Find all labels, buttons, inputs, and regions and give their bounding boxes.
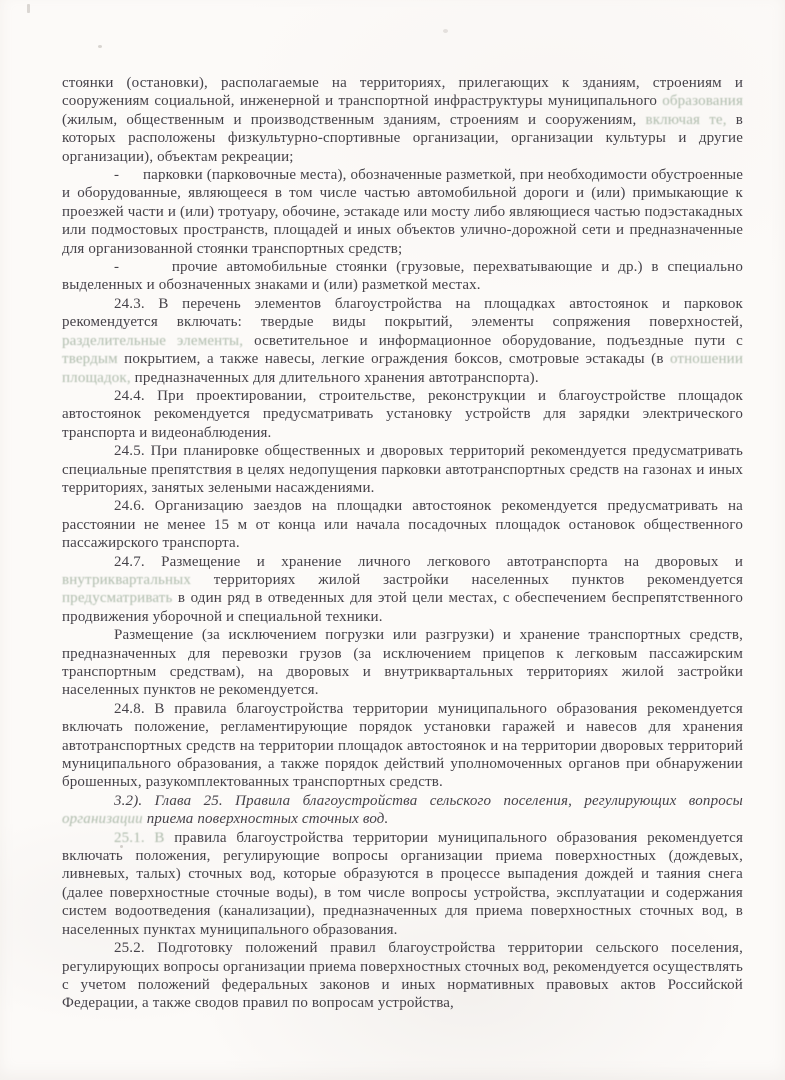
faded-text-segment: образования bbox=[662, 93, 743, 110]
faded-text-segment: предусматривать bbox=[62, 590, 173, 607]
paragraph bbox=[62, 829, 743, 939]
faded-text-segment: организации bbox=[62, 811, 143, 828]
paragraph bbox=[62, 258, 743, 295]
text-segment: 24.6. Организацию заездов на площадки автостоянок рекомендуется предусматривать на расстоянии не менее 15 м от конца или начала посадочных площадок остановок общественного пассажирского транспорта. bbox=[62, 498, 743, 552]
text-segment: (жилым, общественным и производственным зданиям, строениям и сооружениям, bbox=[62, 111, 646, 128]
text-segment: 24.8. В правила благоустройства территории муниципального образования рекомендуется включать положение, регламентирующие порядок установки гаражей и навесов для хранения автотранспортных средств на территории площадок автостоянок и на территории дворовых территорий муниципального образования, а также порядок действий уполномоченных органов при обнаружении брошенных, разукомплектованных транспортных средств. bbox=[62, 700, 743, 791]
paragraph bbox=[62, 626, 743, 700]
text-segment: 25.2. Подготовку положений правил благоустройства территории сельского поселения, регулирующих вопросы организации приема поверхностных сточных вод, рекомендуется осуществлять с учетом положений федеральных законов и иных нормативных правовых актов Российской Федерации, а также сводов правил по вопросам устройства, bbox=[62, 940, 743, 1012]
text-segment: 24.7. Размещение и хранение личного легкового автотранспорта на дворовых и bbox=[114, 553, 743, 570]
text-segment: предназначенных для длительного хранения автотранспорта). bbox=[130, 369, 539, 386]
paragraph bbox=[62, 74, 743, 166]
paragraph bbox=[62, 553, 743, 627]
text-segment: - парковки (парковочные места), обозначенные разметкой, при необходимости обустроенные и оборудованные, являющееся в том числе частью автомобильной дороги и (или) примыкающие к проезжей части и (или) тротуару, обочине, эстакаде или мосту либо являющиеся частью подэстакадных или подмостовых пространств, площадей и иных объектов улично-дорожной сети и предназначенные для организованной стоянки транспортных средств; bbox=[62, 167, 743, 257]
text-segment: 24.5. При планировке общественных и дворовых территорий рекомендуется предусматривать специальные препятствия в целях недопущения парковки автотранспортных средств на газонах и иных территориях, занятых зелеными насаждениями. bbox=[62, 443, 743, 496]
faded-text-segment: разделительные элементы, bbox=[62, 332, 244, 349]
faded-text-segment: внутриквартальных bbox=[62, 571, 192, 588]
paragraph bbox=[62, 792, 743, 829]
scan-speck bbox=[98, 45, 102, 48]
text-segment: правила благоустройства территории муниципального образования рекомендуется включать положения, регулирующие вопросы организации приема поверхностных (дождевых, ливневых, талых) сточных вод, которые образуются в процессе выпадения дождей и таяния снега (далее поверхностные сточные воды), в том числе вопросы устройства, эксплуатации и содержания систем водоотведения (канализации), предназначенных для приема поверхностных сточных вод, в населенных пунктах муниципального образования. bbox=[62, 829, 743, 938]
faded-text-segment: включая те, bbox=[645, 111, 727, 128]
text-segment: покрытием, а также навесы, легкие ограждения боксов, смотровые эстакады (в bbox=[117, 351, 670, 368]
text-segment: 3.2). Глава 25. Правила благоустройства сельского поселения, регулирующих вопросы bbox=[114, 792, 743, 809]
paragraph bbox=[62, 700, 743, 792]
text-segment: осветительное и информационное оборудование, подъездные пути с bbox=[243, 332, 743, 349]
text-segment: 24.4. При проектировании, строительстве, реконструкции и благоустройстве площадок автостоянок рекомендуется предусматривать установку устройств для зарядки электрического транспорта и видеонаблюдения. bbox=[62, 387, 743, 441]
text-segment: в которых расположены физкультурно-спортивные организации, организации культуры и другие организации), объектам рекреации; bbox=[62, 111, 743, 165]
text-segment: - прочие автомобильные стоянки (грузовые, перехватывающие и др.) в специально выделенных и обозначенных знаками и (или) разметкой местах. bbox=[62, 259, 743, 294]
faded-text-segment: отношении площадок, bbox=[62, 351, 743, 386]
text-segment: в один ряд в отведенных для этой цели местах, с обеспечением беспрепятственного продвижения уборочной и специальной техники. bbox=[62, 590, 743, 625]
text-segment: 24.3. В перечень элементов благоустройства на площадках автостоянок и парковок рекомендуется включать: твердые виды покрытий, элементы сопряжения поверхностей, bbox=[62, 295, 743, 331]
faded-text-segment: твердым bbox=[62, 351, 118, 368]
paragraph bbox=[62, 387, 743, 442]
text-segment: Размещение (за исключением погрузки или разгрузки) и хранение транспортных средств, предназначенных для перевозки грузов (за исключением прицепов к легковым пассажирским транспортным средствам), на дворовых и внутриквартальных территориях жилой застройки населенных пунктов не рекомендуется. bbox=[62, 627, 743, 699]
scan-speck bbox=[443, 29, 448, 33]
paragraph bbox=[62, 166, 743, 258]
document-body bbox=[62, 74, 743, 1013]
text-segment: территориях жилой застройки населенных пунктов рекомендуется bbox=[191, 571, 743, 588]
faded-text-segment: 25.1. В bbox=[114, 829, 165, 846]
paragraph bbox=[62, 497, 743, 552]
paragraph bbox=[62, 442, 743, 497]
text-segment: стоянки (остановки), располагаемые на территориях, прилегающих к зданиям, строениям и сооружениям социальной, инженерной и транспортной инфраструктуры муниципального bbox=[62, 75, 743, 110]
paragraph bbox=[62, 939, 743, 1013]
text-segment: приема поверхностных сточных вод. bbox=[142, 811, 389, 828]
paragraph bbox=[62, 295, 743, 387]
scan-speck bbox=[27, 4, 30, 13]
